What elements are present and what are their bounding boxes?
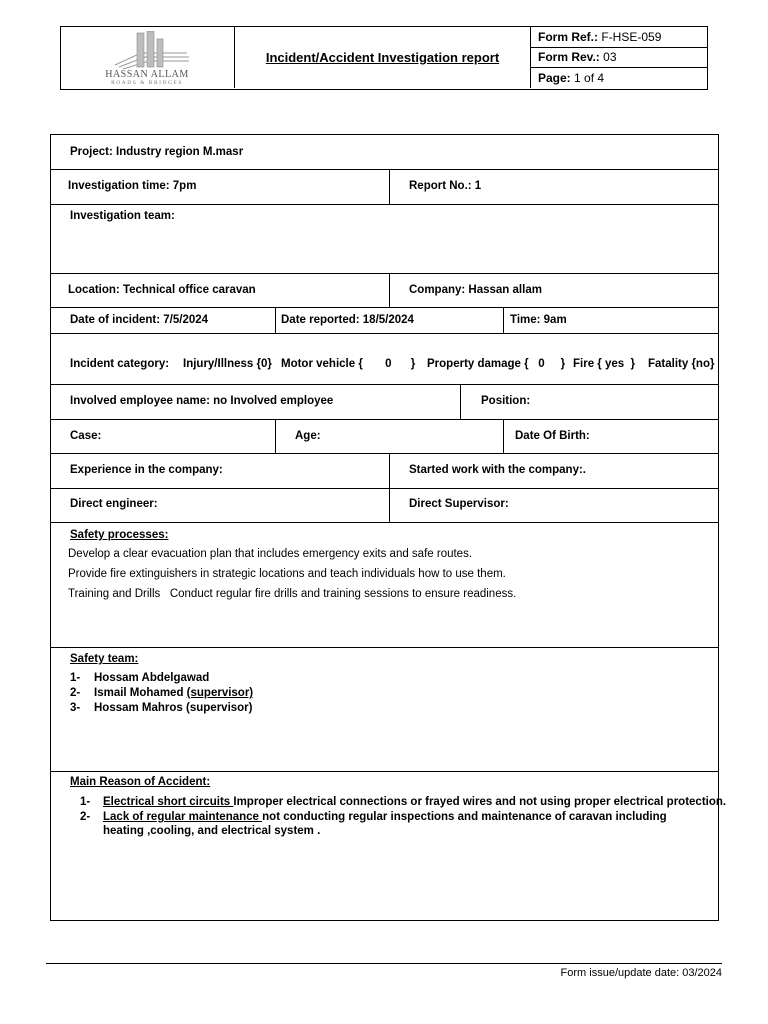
form-rev-label: Form Rev.:: [538, 50, 600, 65]
company-name: HASSAN ALLAM: [105, 69, 189, 80]
safety-team-num: 3-: [70, 702, 81, 714]
direct-engineer-field: Direct engineer:: [70, 498, 158, 510]
safety-team-member: [94, 687, 253, 699]
position-field: Position:: [481, 395, 531, 407]
project-field: Project: Industry region M.masr: [70, 146, 244, 158]
page-label: Page:: [538, 71, 571, 86]
company-logo-icon: [111, 31, 191, 73]
injury-illness-field: Injury/Illness {0}: [183, 358, 272, 370]
location-field: Location: Technical office caravan: [68, 284, 256, 296]
reason-num: 2-: [80, 811, 91, 823]
footer-divider: [46, 963, 722, 964]
safety-team-member: Hossam Mahros (supervisor): [94, 702, 253, 714]
reason-item: [103, 796, 726, 808]
reason-text: not conducting regular inspections and maintenance of caravan including: [262, 811, 667, 823]
time-field: Time: 9am: [510, 314, 567, 326]
reason-title: Electrical short circuits: [103, 796, 234, 808]
age-field: Age:: [295, 430, 321, 442]
reason-num: 1-: [80, 796, 91, 808]
reason-text-continued: heating ,cooling, and electrical system .: [103, 825, 321, 837]
form-rev: [531, 48, 707, 69]
incident-category-label: Incident category:: [70, 358, 170, 370]
investigation-time-field: Investigation time: 7pm: [68, 180, 197, 192]
logo-cell: [61, 27, 235, 88]
form-issue-date: Form issue/update date: 03/2024: [560, 967, 722, 979]
fire-field: Fire { yes }: [573, 358, 636, 370]
main-reason-heading: Main Reason of Accident:: [70, 776, 211, 788]
reason-text: Improper electrical connections or frayed wires and not using proper electrical protection.: [233, 796, 727, 808]
form-ref: [531, 27, 707, 48]
investigation-team-field: Investigation team:: [70, 210, 175, 222]
form-header: [60, 26, 708, 90]
form-ref-label: Form Ref.:: [538, 29, 598, 44]
reason-item: [103, 811, 667, 823]
safety-process-line: Develop a clear evacuation plan that includes emergency exits and safe routes.: [68, 548, 473, 560]
date-reported-field: Date reported: 18/5/2024: [281, 314, 414, 326]
case-field: Case:: [70, 430, 102, 442]
company-field: Company: Hassan allam: [409, 284, 542, 296]
company-subtitle: ROADS & BRIDGES: [111, 80, 183, 86]
involved-employee-field: Involved employee name: no Involved employee: [70, 395, 334, 407]
form-ref-value: F-HSE-059: [601, 29, 662, 44]
member-name: Ismail Mohamed: [94, 687, 187, 699]
safety-team-member: Hossam Abdelgawad: [94, 672, 210, 684]
reason-title: Lack of regular maintenance: [103, 811, 263, 823]
safety-team-heading: Safety team:: [70, 653, 139, 665]
report-no-field: Report No.: 1: [409, 180, 482, 192]
date-of-birth-field: Date Of Birth:: [515, 430, 590, 442]
date-of-incident-field: Date of incident: 7/5/2024: [70, 314, 209, 326]
form-rev-value: 03: [603, 50, 617, 65]
direct-supervisor-field: Direct Supervisor:: [409, 498, 509, 510]
motor-vehicle-field: Motor vehicle { 0 }: [281, 358, 416, 370]
safety-team-num: 2-: [70, 687, 81, 699]
investigation-form: [50, 134, 727, 921]
safety-process-line: Provide fire extinguishers in strategic locations and teach individuals how to use them.: [68, 568, 506, 580]
page-value: 1 of 4: [574, 71, 605, 86]
started-work-field: Started work with the company:.: [409, 464, 586, 476]
safety-team-num: 1-: [70, 672, 81, 684]
member-role: (supervisor): [186, 687, 254, 699]
safety-processes-heading: Safety processes:: [70, 529, 169, 541]
safety-process-line: Training and Drills Conduct regular fire drills and training sessions to ensure readiness.: [68, 588, 517, 600]
experience-field: Experience in the company:: [70, 464, 223, 476]
report-title: Incident/Accident Investigation report: [235, 27, 531, 88]
fatality-field: Fatality {no}: [648, 358, 715, 370]
page-number: [531, 68, 707, 89]
property-damage-field: Property damage { 0 }: [427, 358, 566, 370]
